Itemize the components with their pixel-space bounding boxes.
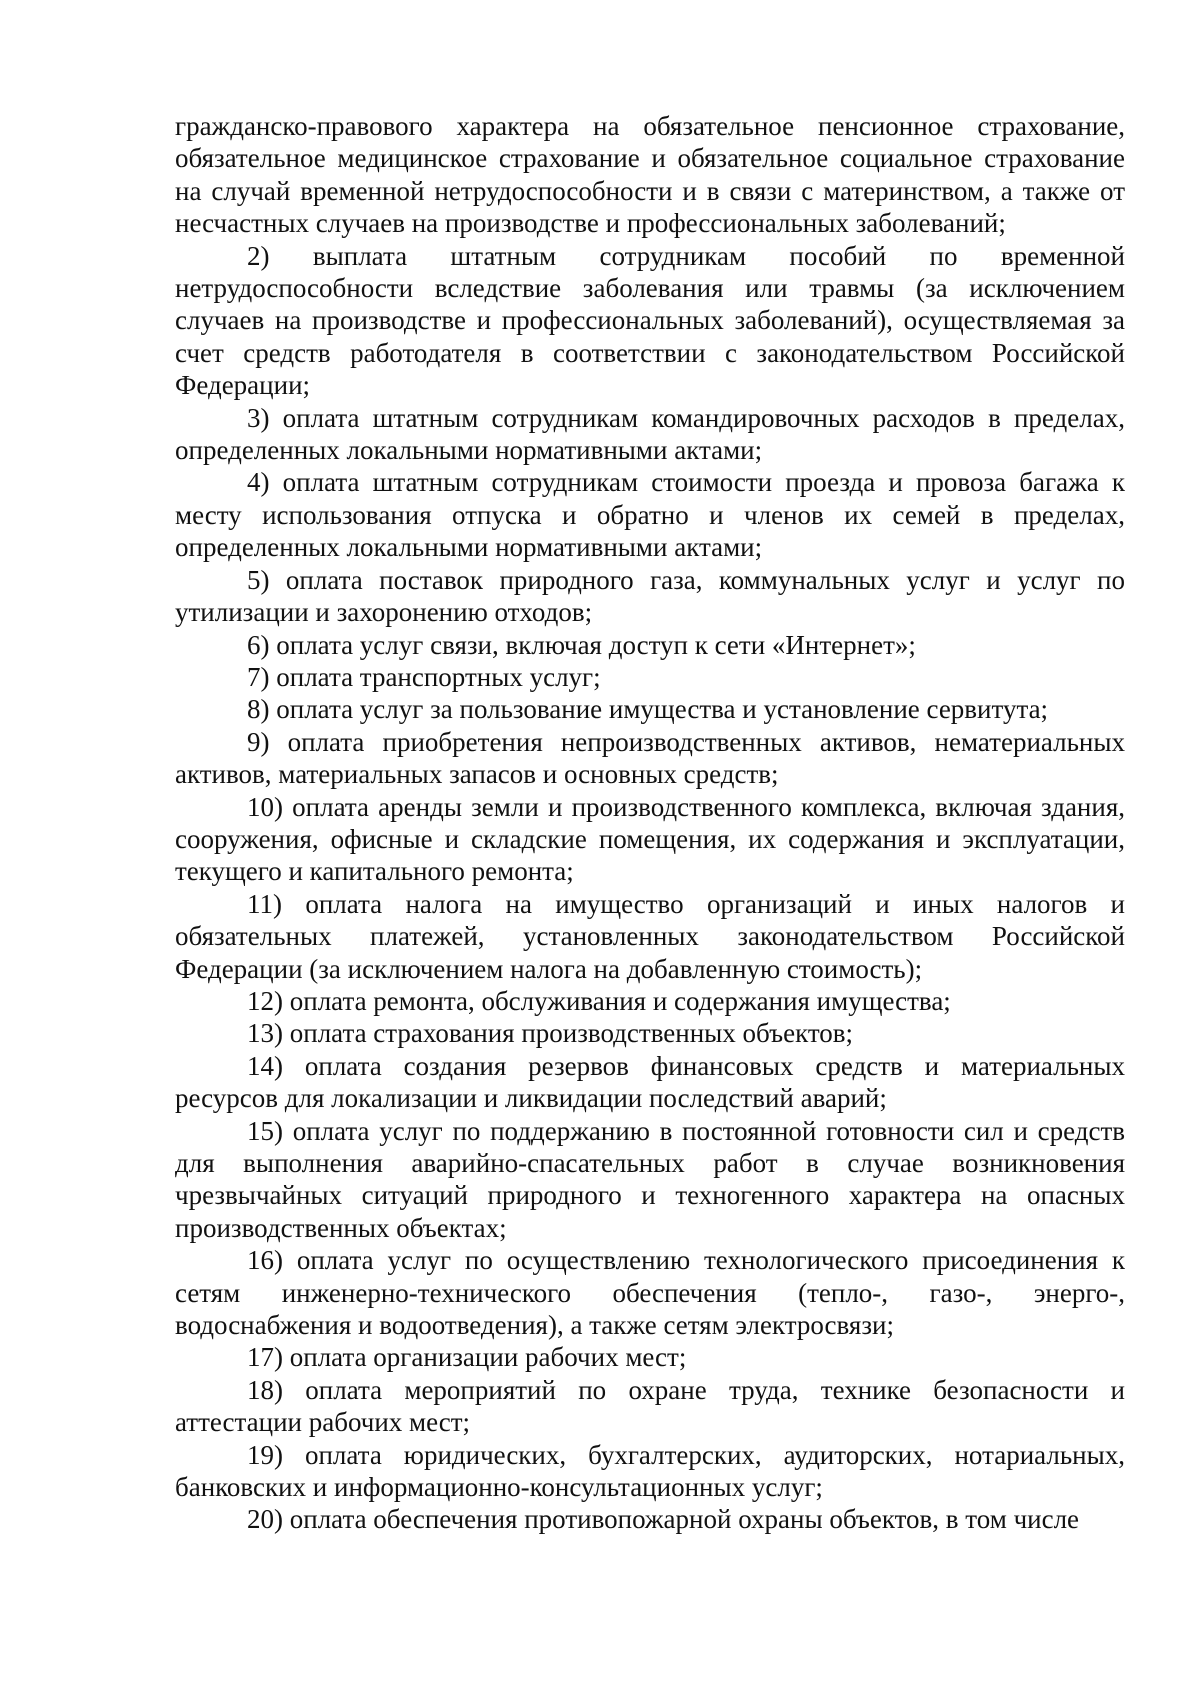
list-item-4: 4) оплата штатным сотрудникам стоимости проезда и провоза багажа к месту использования отпуска и обратно и членов их семей в пределах, определенных локальными нормативными актами; [175, 467, 1125, 563]
list-item-20: 20) оплата обеспечения противопожарной охраны объектов, в том числе [247, 1504, 1080, 1535]
list-item-9: 9) оплата приобретения непроизводственных активов, нематериальных активов, материальных запасов и основных средств; [175, 726, 1125, 790]
list-item-18: 18) оплата мероприятий по охране труда, технике безопасности и аттестации рабочих мест; [175, 1374, 1125, 1438]
list-item-8: 8) оплата услуг за пользование имущества и установление сервитута; [247, 694, 1049, 725]
list-item-12: 12) оплата ремонта, обслуживания и содержания имущества; [247, 985, 951, 1016]
list-item-10: 10) оплата аренды земли и производственного комплекса, включая здания, сооружения, офисные и складские помещения, их содержания и эксплуатации, текущего и капитального ремонта; [175, 791, 1125, 887]
paragraph-continuation: гражданско-правового характера на обязательное пенсионное страхование, обязательное медицинское страхование и обязательное социальное страхование на случай временной нетрудоспособности и в связи с материнством, а также от несчастных случаев на производстве и профессиональных заболеваний; [175, 111, 1125, 239]
list-item-15: 15) оплата услуг по поддержанию в постоянной готовности сил и средств для выполнения аварийно-спасательных работ в случае возникновения чрезвычайных ситуаций природного и техногенного характера на опасных производственных объектах; [175, 1115, 1125, 1243]
list-item-2: 2) выплата штатным сотрудникам пособий по временной нетрудоспособности вследствие заболевания или травмы (за исключением случаев на производстве и профессиональных заболеваний), осуществляемая за счет средств работодателя в соответствии с законодательством Российской Федерации; [175, 240, 1125, 401]
list-item-11: 11) оплата налога на имущество организаций и иных налогов и обязательных платежей, установленных законодательством Российской Федерации (за исключением налога на добавленную стоимость); [175, 888, 1125, 984]
list-item-16: 16) оплата услуг по осуществлению технологического присоединения к сетям инженерно-технического обеспечения (тепло-, газо-, энерго-, водоснабжения и водоотведения), а также сетям электросвязи; [175, 1245, 1125, 1341]
list-item-17: 17) оплата организации рабочих мест; [247, 1342, 687, 1373]
list-item-19: 19) оплата юридических, бухгалтерских, аудиторских, нотариальных, банковских и информационно-консультационных услуг; [175, 1439, 1125, 1503]
list-item-3: 3) оплата штатным сотрудникам командировочных расходов в пределах, определенных локальными нормативными актами; [175, 402, 1125, 466]
list-item-13: 13) оплата страхования производственных объектов; [247, 1018, 854, 1049]
list-item-7: 7) оплата транспортных услуг; [247, 661, 601, 692]
list-item-6: 6) оплата услуг связи, включая доступ к сети «Интернет»; [247, 629, 916, 660]
list-item-14: 14) оплата создания резервов финансовых средств и материальных ресурсов для локализации и ликвидации последствий аварий; [175, 1050, 1125, 1114]
list-item-5: 5) оплата поставок природного газа, коммунальных услуг и услуг по утилизации и захоронению отходов; [175, 564, 1125, 628]
document-page [175, 110, 1125, 1536]
